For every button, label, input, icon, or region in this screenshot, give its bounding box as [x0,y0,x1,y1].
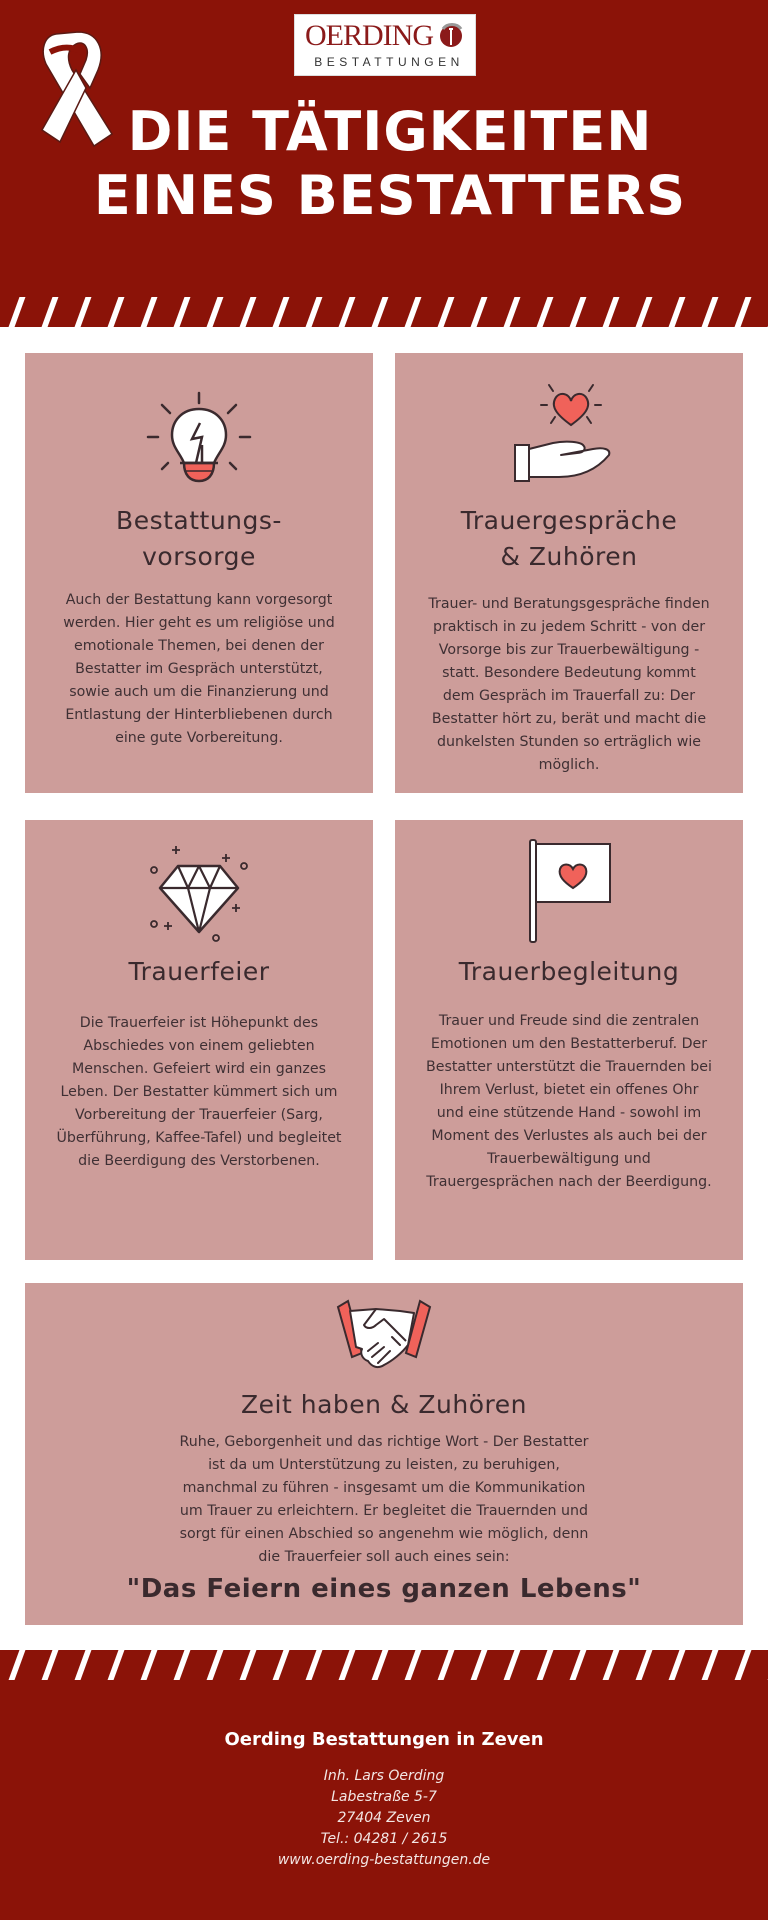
stripe [174,297,191,327]
card-text: Ruhe, Geborgenheit und das richtige Wort - Der Bestatter ist da um Unterstützung zu leisten, zu beruhigen, manchmal zu führen - insgesamt um die Kommunikation um Trauer zu erleichtern. Er begleitet die Trauernden und sorgt für einen Abschied so angenehm wie möglich, denn die Trauerfeier soll auch eines sein: [179,1434,589,1565]
card-text: Die Trauerfeier ist Höhepunkt des Abschiedes von einem geliebten Menschen. Gefeiert wird ein ganzes Leben. Der Bestatter kümmert sich um Vorbereitung der Trauerfeier (Sarg, Überführung, Kaffee-Tafel) und begleitet die Beerdigung des Verstorbenen. [56,1015,342,1169]
stripe [735,1650,752,1680]
heart-flag-icon [524,838,614,946]
stripe [603,297,620,327]
stripe [141,297,158,327]
decorative-stripes-bottom [0,1650,768,1680]
stripe [438,1650,455,1680]
footer-phone[interactable]: Tel.: 04281 / 2615 [320,1831,448,1847]
card-text: Trauer und Freude sind die zentralen Emotionen um den Bestatterberuf. Der Bestatter unterstützt die Trauernden bei Ihrem Verlust, bietet ein offenes Ohr und eine stützende Hand - sowohl im Moment des Verlustes als auch bei der Trauerbewältigung und Trauergesprächen nach der Beerdigung. [426,1013,712,1190]
card-trauerbegleitung [395,820,743,1260]
stripe [306,297,323,327]
stripe [108,297,125,327]
stripe [273,297,290,327]
card-title-line-2: vorsorge [142,542,256,571]
footer-company-name: Oerding Bestattungen in Zeven [224,1729,544,1750]
stripe [405,1650,422,1680]
card-quote: "Das Feiern eines ganzen Lebens" [126,1574,642,1604]
stripe [339,1650,356,1680]
stripe [9,297,26,327]
header-banner [0,0,768,297]
card-title: Trauerfeier [128,957,270,986]
stripe [240,1650,257,1680]
footer-street: Labestraße 5-7 [331,1789,437,1805]
handshake-icon [334,1297,434,1377]
stripe [207,1650,224,1680]
oerding-logo[interactable] [294,14,476,76]
stripe [471,297,488,327]
stripe [570,1650,587,1680]
card-title: Trauerbegleitung [458,957,680,986]
stripe [735,297,752,327]
stripe [372,297,389,327]
stripe [42,1650,59,1680]
stripe [537,297,554,327]
stripe [339,297,356,327]
stripe [372,1650,389,1680]
card-title-line-1: Bestattungs- [116,506,282,535]
stripe [702,297,719,327]
stripe [636,297,653,327]
footer-city: 27404 Zeven [337,1810,431,1826]
decorative-stripes-top [0,297,768,327]
stripe [9,1650,26,1680]
logo-brand: OERDING [305,19,433,52]
stripe [306,1650,323,1680]
stripe [405,297,422,327]
stripe [207,297,224,327]
card-trauergespraeche [395,353,743,793]
stripe [240,297,257,327]
stripe [504,1650,521,1680]
stripe [273,1650,290,1680]
stripe [438,297,455,327]
footer [0,1680,768,1920]
stripe [471,1650,488,1680]
stripe [702,1650,719,1680]
stripe [636,1650,653,1680]
stripe [504,297,521,327]
card-text: Trauer- und Beratungsgespräche finden praktisch in zu jedem Schritt - von der Vorsorge bis zur Trauerbewältigung - statt. Besondere Bedeutung kommt dem Gespräch im Trauerfall zu: Der Bestatter hört zu, berät und macht die dunkelsten Stunden so erträglich wie möglich. [428,596,710,773]
stripe [570,297,587,327]
card-zeit-haben [25,1283,743,1625]
card-title [395,503,743,575]
card-bestattungsvorsorge [25,353,373,793]
page-title [80,100,700,228]
card-trauerfeier [25,820,373,1260]
title-line-1: DIE TÄTIGKEITEN [127,100,653,163]
title-line-2: EINES BESTATTERS [93,164,687,227]
diamond-icon [144,840,254,950]
stripe [537,1650,554,1680]
footer-website-link[interactable]: www.oerding-bestattungen.de [277,1852,491,1868]
stripe [42,297,59,327]
card-text: Auch der Bestattung kann vorgesorgt werden. Hier geht es um religiöse und emotionale Themen, bei denen der Bestatter im Gespräch unterstützt, sowie auch um die Finanzierung und Entlastung der Hinterbliebenen durch eine gute Vorbereitung. [63,592,335,746]
card-title [25,503,373,575]
stripe [669,1650,686,1680]
stripe [75,297,92,327]
stripe [669,297,686,327]
logo-subtitle: BESTATTUNGEN [314,55,464,69]
logo-mark-icon [437,21,465,49]
stripe [141,1650,158,1680]
card-title: Zeit haben & Zuhören [241,1390,527,1419]
card-title-line-1: Trauergespräche [460,506,678,535]
card-title-line-2: & Zuhören [500,542,638,571]
stripe [75,1650,92,1680]
stripe [603,1650,620,1680]
footer-owner: Inh. Lars Oerding [323,1768,445,1784]
lightbulb-icon [144,387,254,497]
hand-heart-icon [509,379,629,489]
stripe [174,1650,191,1680]
stripe [108,1650,125,1680]
